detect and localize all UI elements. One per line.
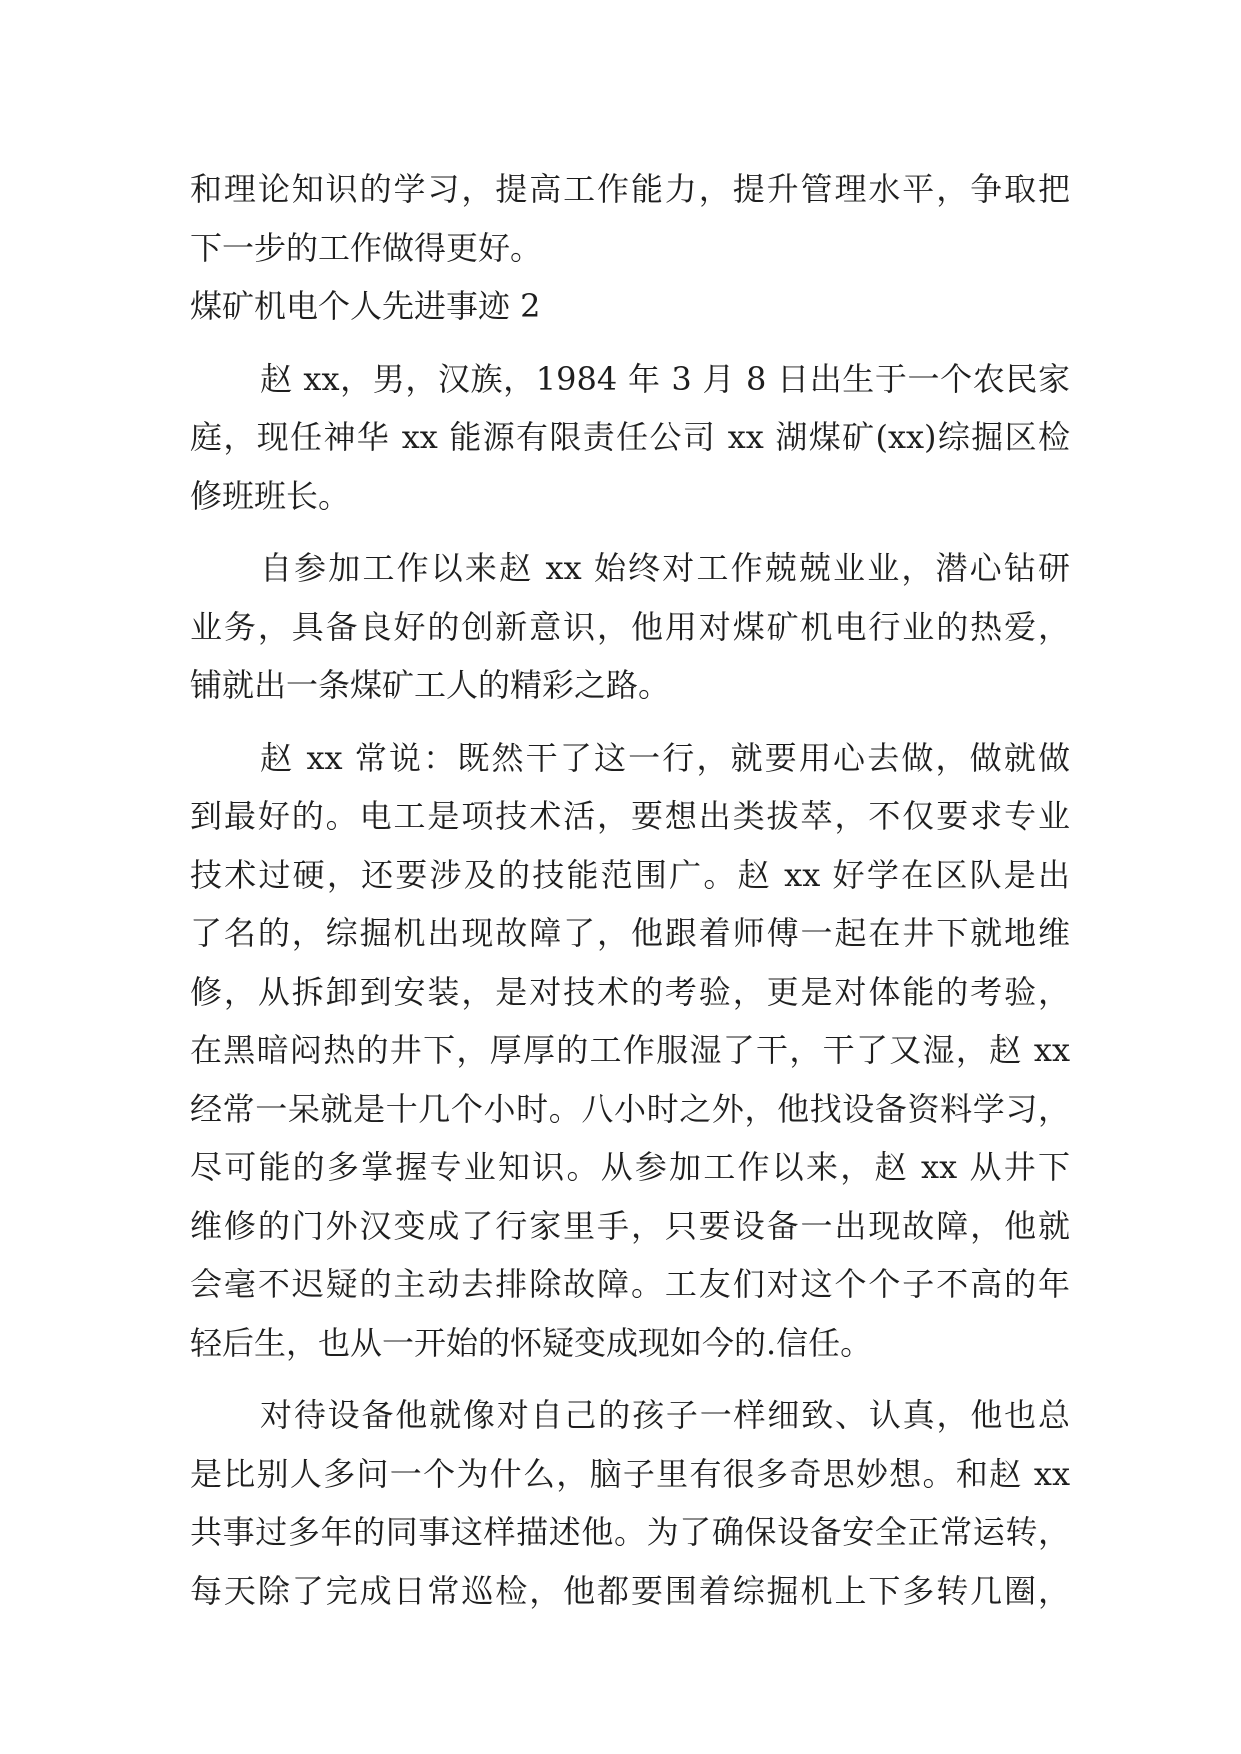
carryover-line: 下一步的工作做得更好。 xyxy=(190,228,543,267)
paragraph-line: 技术过硬，还要涉及的技能范围广。赵 xx 好学在区队是出 xyxy=(190,855,1070,894)
paragraph-line: 在黑暗闷热的井下，厚厚的工作服湿了干，干了又湿，赵 xx xyxy=(190,1031,1070,1069)
paragraph-line: 共事过多年的同事这样描述他。为了确保设备安全正常运转， xyxy=(190,1513,1070,1551)
paragraph-line: 轻后生，也从一开始的怀疑变成现如今的.信任。 xyxy=(190,1323,873,1362)
paragraph-line: 铺就出一条煤矿工人的精彩之路。 xyxy=(190,666,671,704)
paragraph-line: 会毫不迟疑的主动去排除故障。工友们对这个个子不高的年 xyxy=(190,1265,1070,1303)
section-title: 煤矿机电个人先进事迹 2 xyxy=(190,287,541,325)
document-body xyxy=(190,160,1070,1620)
paragraph-line: 赵 xx，男，汉族，1984 年 3 月 8 日出生于一个农民家 xyxy=(260,359,1070,398)
carryover-line: 和理论知识的学习，提高工作能力，提升管理水平，争取把 xyxy=(190,170,1070,208)
paragraph-line: 对待设备他就像对自己的孩子一样细致、认真，他也总 xyxy=(260,1396,1070,1434)
paragraph-line: 自参加工作以来赵 xx 始终对工作兢兢业业，潜心钻研 xyxy=(260,549,1070,587)
paragraph-line: 赵 xx 常说：既然干了这一行，就要用心去做，做就做 xyxy=(260,738,1070,777)
paragraph-line: 每天除了完成日常巡检，他都要围着综掘机上下多转几圈， xyxy=(190,1571,1070,1610)
paragraph xyxy=(190,1386,1070,1620)
paragraph-line: 经常一呆就是十几个小时。八小时之外，他找设备资料学习， xyxy=(190,1089,1070,1128)
paragraph-line: 修班班长。 xyxy=(190,476,351,515)
paragraph-line: 维修的门外汉变成了行家里手，只要设备一出现故障，他就 xyxy=(190,1206,1070,1245)
paragraph-line: 了名的，综掘机出现故障了，他跟着师傅一起在井下就地维 xyxy=(190,914,1070,952)
paragraph xyxy=(190,350,1070,526)
paragraph xyxy=(190,729,1070,1373)
paragraph-line: 到最好的。电工是项技术活，要想出类拔萃，不仅要求专业 xyxy=(190,797,1070,835)
paragraph-line: 是比别人多问一个为什么，脑子里有很多奇思妙想。和赵 xx xyxy=(190,1454,1070,1493)
paragraph-line: 业务，具备良好的创新意识，他用对煤矿机电行业的热爱， xyxy=(190,607,1070,646)
paragraph-line: 修，从拆卸到安装，是对技术的考验，更是对体能的考验， xyxy=(190,972,1070,1011)
paragraph-line: 尽可能的多掌握专业知识。从参加工作以来，赵 xx 从井下 xyxy=(190,1148,1070,1186)
paragraph-line: 庭，现任神华 xx 能源有限责任公司 xx 湖煤矿(xx)综掘区检 xyxy=(190,418,1070,456)
paragraph xyxy=(190,539,1070,715)
